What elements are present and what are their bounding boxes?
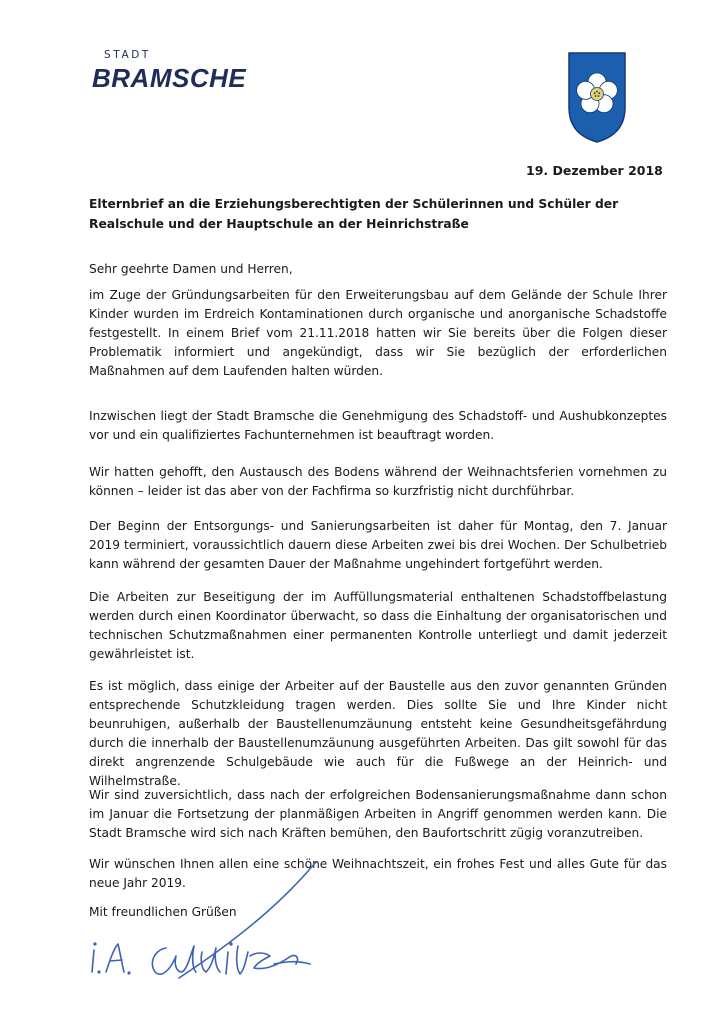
letter-salutation: Sehr geehrte Damen und Herren, <box>89 262 293 276</box>
body-paragraph: Der Beginn der Entsorgungs- und Sanierungsarbeiten ist daher für Montag, den 7. Januar 2019 terminiert, voraussichtlich dauern diese Arbeiten zwei bis drei Wochen. Der Schulbetrieb kann während der gesamten Dauer der Maßnahme ungehindert fortgeführt werden. <box>89 519 667 571</box>
letter-subject: Elternbrief an die Erziehungsberechtigten der Schülerinnen und Schüler der Realschule und der Hauptschule an der Heinrichstraße <box>89 197 619 231</box>
letter-date: 19. Dezember 2018 <box>526 163 663 178</box>
logo-stadt-text: STADT <box>104 49 151 61</box>
logo-bramsche-text: BRAMSCHE <box>92 63 247 93</box>
handwritten-signature <box>84 860 384 1000</box>
body-paragraph: Wir hatten gehofft, den Austausch des Bodens während der Weihnachtsferien vornehmen zu können – leider ist das aber von der Fachfirma so kurzfristig nicht durchführbar. <box>89 465 667 498</box>
body-paragraph: Die Arbeiten zur Beseitigung der im Auffüllungsmaterial enthaltenen Schadstoffbelastung werden durch einen Koordinator überwacht, so dass die Einhaltung der organisatorischen und technischen Schutzmaßnahmen einer permanenten Kontrolle unterliegt und damit jederzeit gewährleistet ist. <box>89 590 667 661</box>
body-paragraph: Inzwischen liegt der Stadt Bramsche die Genehmigung des Schadstoff- und Aushubkonzeptes vor und ein qualifiziertes Fachunternehmen ist beauftragt worden. <box>89 409 667 442</box>
body-paragraph: Es ist möglich, dass einige der Arbeiter auf der Baustelle aus den zuvor genannten Gründen entsprechende Schutzkleidung tragen werden. Dies sollte Sie und Ihre Kinder nicht beunruhigen, außerhalb der Baustellenumzäunung entsteht keine Gesundheitsgefährdung durch die innerhalb der Baustellenumzäunung ausgeführten Arbeiten. Das gilt sowohl für das direkt angrenzende Schulgebäude wie auch für die Fußwege an der Heinrich- und Wilhelmstraße. <box>89 679 667 788</box>
body-paragraph: Wir wünschen Ihnen allen eine schöne Weihnachtszeit, ein frohes Fest und alles Gute für das neue Jahr 2019. <box>89 857 667 890</box>
letter-closing: Mit freundlichen Grüßen <box>89 905 237 919</box>
body-paragraph: im Zuge der Gründungsarbeiten für den Erweiterungsbau auf dem Gelände der Schule Ihrer Kinder wurden im Erdreich Kontaminationen durch organische und anorganische Schadstoffe festgestellt. In einem Brief vom 21.11.2018 hatten wir Sie bereits über die Folgen dieser Problematik informiert und angekündigt, dass wir Sie bezüglich der erforderlichen Maßnahmen auf dem Laufenden halten würden. <box>89 288 667 378</box>
body-paragraph: Wir sind zuversichtlich, dass nach der erfolgreichen Bodensanierungsmaßnahme dann schon im Januar die Fortsetzung der planmäßigen Arbeiten in Angriff genommen werden kann. Die Stadt Bramsche wird sich nach Kräften bemühen, den Baufortschritt zügig voranzutreiben. <box>89 788 667 840</box>
city-coat-of-arms-rose-icon <box>566 50 628 144</box>
